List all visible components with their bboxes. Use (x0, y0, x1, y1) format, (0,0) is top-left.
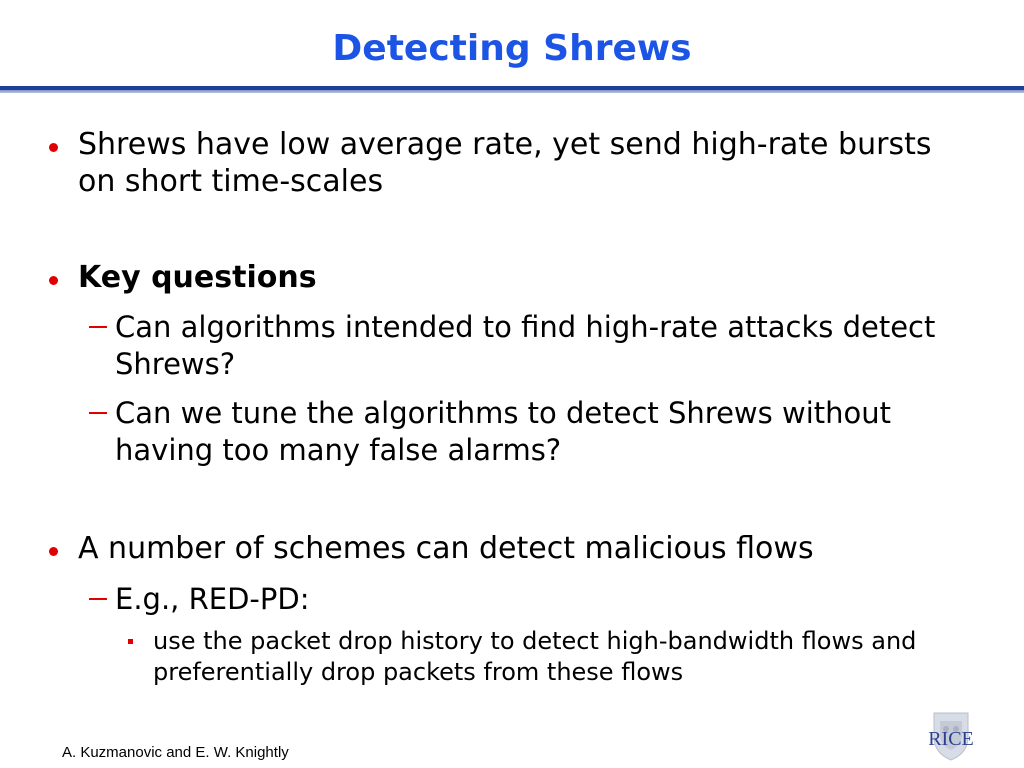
logo-text: RICE (928, 728, 974, 750)
sub-bullet-item (115, 309, 985, 383)
bullet-dot-icon (49, 143, 58, 152)
bullet-text: A number of schemes can detect malicious flows (78, 531, 814, 566)
sub-sub-bullet-text: use the packet drop history to detect high-bandwidth flows and preferentially drop packets from these flows (153, 627, 917, 686)
bullet-text: Shrews have low average rate, yet send high-rate bursts on short time-scales (78, 127, 932, 199)
sub-bullet-text: E.g., RED-PD: (115, 582, 310, 616)
bullet-dash-icon (89, 326, 107, 328)
bullet-text: Key questions (78, 260, 317, 295)
bullet-dot-icon (49, 547, 58, 556)
bullet-dash-icon (89, 598, 107, 600)
slide-title: Detecting Shrews (332, 28, 692, 69)
sub-bullet-item (115, 581, 985, 618)
sub-sub-bullet-item (153, 626, 973, 688)
rice-owl-shield-logo-icon (912, 707, 990, 764)
bullet-item (78, 126, 978, 200)
bullet-square-icon (128, 639, 133, 644)
sub-bullet-item (115, 395, 985, 469)
bullet-item (78, 530, 978, 567)
sub-bullet-text: Can we tune the algorithms to detect Shrews without having too many false alarms? (115, 396, 891, 467)
bullet-item (78, 259, 978, 296)
footer-author: A. Kuzmanovic and E. W. Knightly (62, 744, 289, 761)
sub-bullet-text: Can algorithms intended to find high-rate attacks detect Shrews? (115, 310, 936, 381)
title-divider (0, 86, 1024, 93)
bullet-dash-icon (89, 412, 107, 414)
bullet-dot-icon (49, 276, 58, 285)
